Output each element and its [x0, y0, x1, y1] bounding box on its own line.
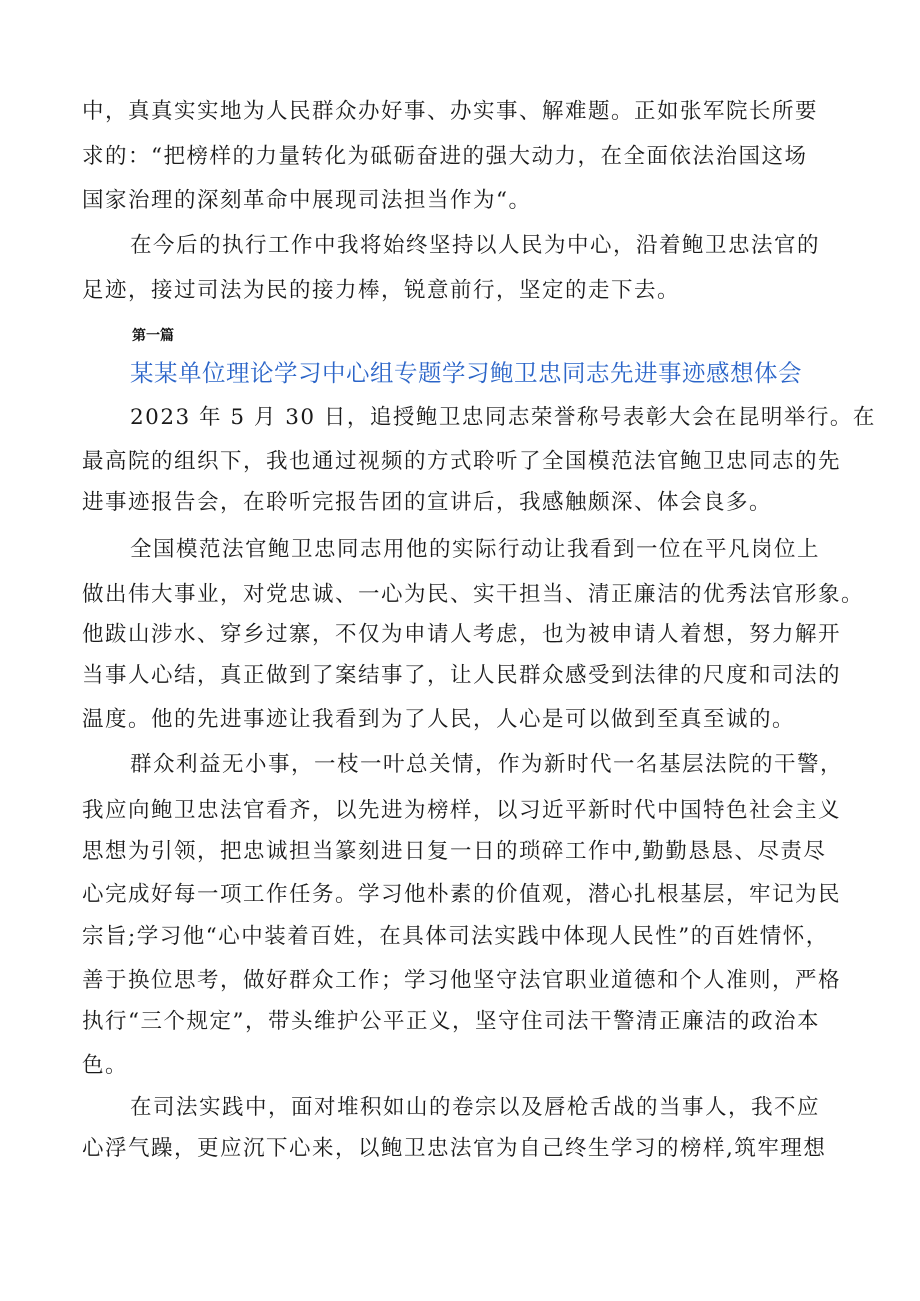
body-line: 色。 — [82, 1053, 129, 1078]
body-line: 当事人心结，真正做到了案结事了，让人民群众感受到法律的尺度和司法的 — [82, 663, 842, 688]
body-line: 2023 年 5 月 30 日，追授鲍卫忠同志荣誉称号表彰大会在昆明举行。在 — [130, 405, 876, 430]
body-line: 最高院的组织下，我也通过视频的方式聆听了全国模范法官鲍卫忠同志的先 — [82, 449, 842, 474]
intro-line-3: 国家治理的深刻革命中展现司法担当作为“。 — [82, 188, 532, 213]
body-line: 群众利益无小事，一枝一叶总关情，作为新时代一名基层法院的干警， — [130, 752, 844, 777]
body-line: 我应向鲍卫忠法官看齐，以先进为榜样，以习近平新时代中国特色社会主义 — [82, 798, 842, 823]
intro-line-4: 在今后的执行工作中我将始终坚持以人民为中心，沿着鲍卫忠法官的 — [130, 233, 821, 258]
body-line: 做出伟大事业，对党忠诚、一心为民、实干担当、清正廉洁的优秀法官形象。 — [82, 582, 865, 607]
body-line: 心完成好每一项工作任务。学习他朴素的价值观，潜心扎根基层，牢记为民 — [82, 882, 842, 907]
intro-line-5: 足迹，接过司法为民的接力棒，锐意前行，坚定的走下去。 — [82, 278, 681, 303]
body-line: 他跋山涉水、穿乡过寨，不仅为申请人考虑，也为被申请人着想，努力解开 — [82, 622, 842, 647]
body-line: 在司法实践中，面对堆积如山的卷宗以及唇枪舌战的当事人，我不应 — [130, 1095, 821, 1120]
section-title: 某某单位理论学习中心组专题学习鲍卫忠同志先进事迹感想体会 — [130, 359, 802, 387]
body-line: 进事迹报告会，在聆听完报告团的宣讲后，我感触颇深、体会良多。 — [82, 490, 773, 515]
body-line: 善于换位思考，做好群众工作；学习他坚守法官职业道德和个人准则，严格 — [82, 968, 842, 993]
body-line: 执行“三个规定”，带头维护公平正义，坚守住司法干警清正廉洁的政治本 — [82, 1009, 820, 1034]
body-line: 心浮气躁，更应沉下心来，以鲍卫忠法官为自己终生学习的榜样,筑牢理想 — [82, 1136, 827, 1161]
intro-line-1: 中，真真实实地为人民群众办好事、办实事、解难题。正如张军院长所要 — [82, 99, 819, 124]
section-label: 第一篇 — [132, 328, 174, 344]
body-line: 全国模范法官鲍卫忠同志用他的实际行动让我看到一位在平凡岗位上 — [130, 537, 821, 562]
intro-line-2: 求的：“把榜样的力量转化为砥砺奋进的强大动力，在全面依法治国这场 — [82, 144, 808, 169]
body-line: 宗旨;学习他“心中装着百姓，在具体司法实践中体现人民性”的百姓情怀， — [82, 924, 829, 949]
body-line: 温度。他的先进事迹让我看到为了人民，人心是可以做到至真至诚的。 — [82, 707, 796, 732]
body-line: 思想为引领，把忠诚担当篆刻进日复一日的琐碎工作中,勤勤恳恳、尽责尽 — [82, 839, 827, 864]
